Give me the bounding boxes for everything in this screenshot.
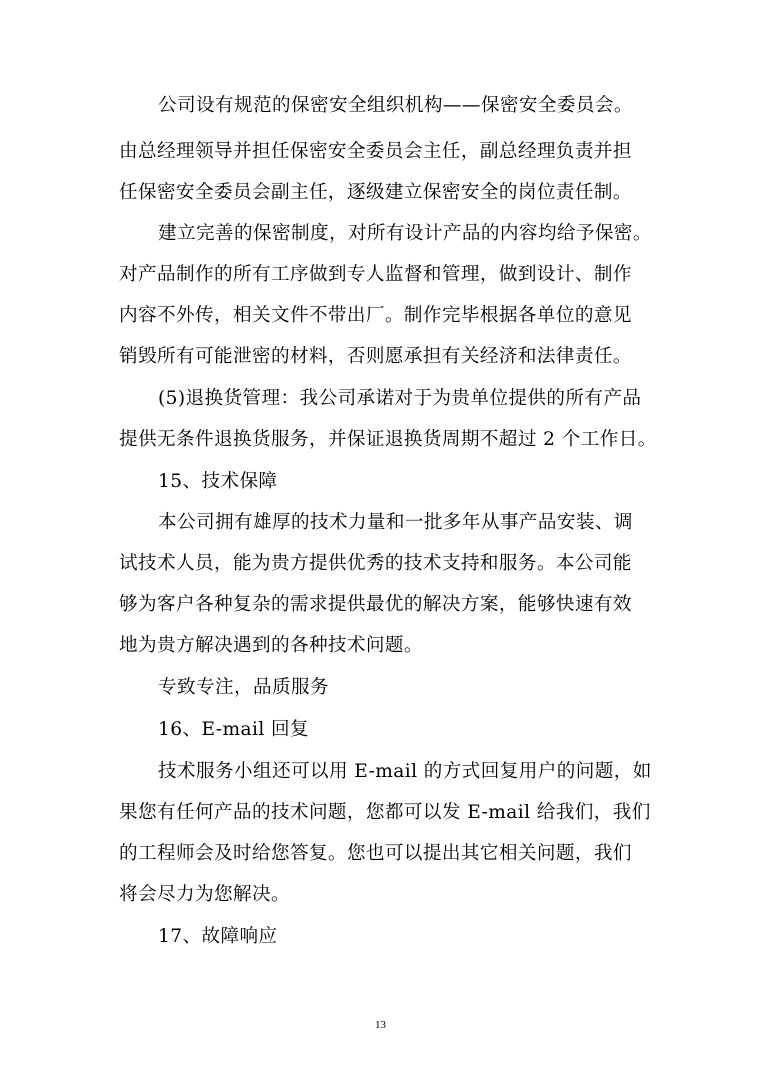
- text-line: 提供无条件退换货服务，并保证退换货周期不超过 2 个工作日。: [119, 429, 657, 450]
- section-heading: 15、技术保障: [158, 471, 278, 492]
- text-line: 将会尽力为您解决。: [119, 884, 290, 905]
- section-heading: 16、E-mail 回复: [158, 719, 309, 740]
- text-line: 果您有任何产品的技术问题，您都可以发 E-mail 给我们，我们: [119, 802, 651, 823]
- text-line: 任保密安全委员会副主任，逐级建立保密安全的岗位责任制。: [119, 182, 632, 203]
- text-line: 本公司拥有雄厚的技术力量和一批多年从事产品安装、调: [158, 512, 633, 533]
- page-number: 13: [375, 1019, 386, 1031]
- text-line: 专致专注，品质服务: [158, 677, 329, 698]
- text-line: (5)退换货管理：我公司承诺对于为贵单位提供的所有产品: [158, 388, 642, 409]
- text-line: 的工程师会及时给您答复。您也可以提出其它相关问题，我们: [119, 843, 632, 864]
- section-heading: 17、故障响应: [158, 926, 278, 947]
- text-line: 内容不外传，相关文件不带出厂。制作完毕根据各单位的意见: [119, 305, 632, 326]
- text-line: 地为贵方解决遇到的各种技术问题。: [119, 635, 423, 656]
- text-line: 对产品制作的所有工序做到专人监督和管理，做到设计、制作: [119, 264, 632, 285]
- text-line: 建立完善的保密制度，对所有设计产品的内容均给予保密。: [158, 223, 652, 244]
- text-line: 由总经理领导并担任保密安全委员会主任，副总经理负责并担: [119, 141, 632, 162]
- text-line: 够为客户各种复杂的需求提供最优的解决方案，能够快速有效: [119, 594, 632, 615]
- text-line: 试技术人员，能为贵方提供优秀的技术支持和服务。本公司能: [119, 553, 632, 574]
- text-line: 技术服务小组还可以用 E-mail 的方式回复用户的问题，如: [158, 761, 652, 782]
- text-line: 销毁所有可能泄密的材料，否则愿承担有关经济和法律责任。: [119, 346, 632, 367]
- text-line: 公司设有规范的保密安全组织机构——保密安全委员会。: [158, 95, 633, 116]
